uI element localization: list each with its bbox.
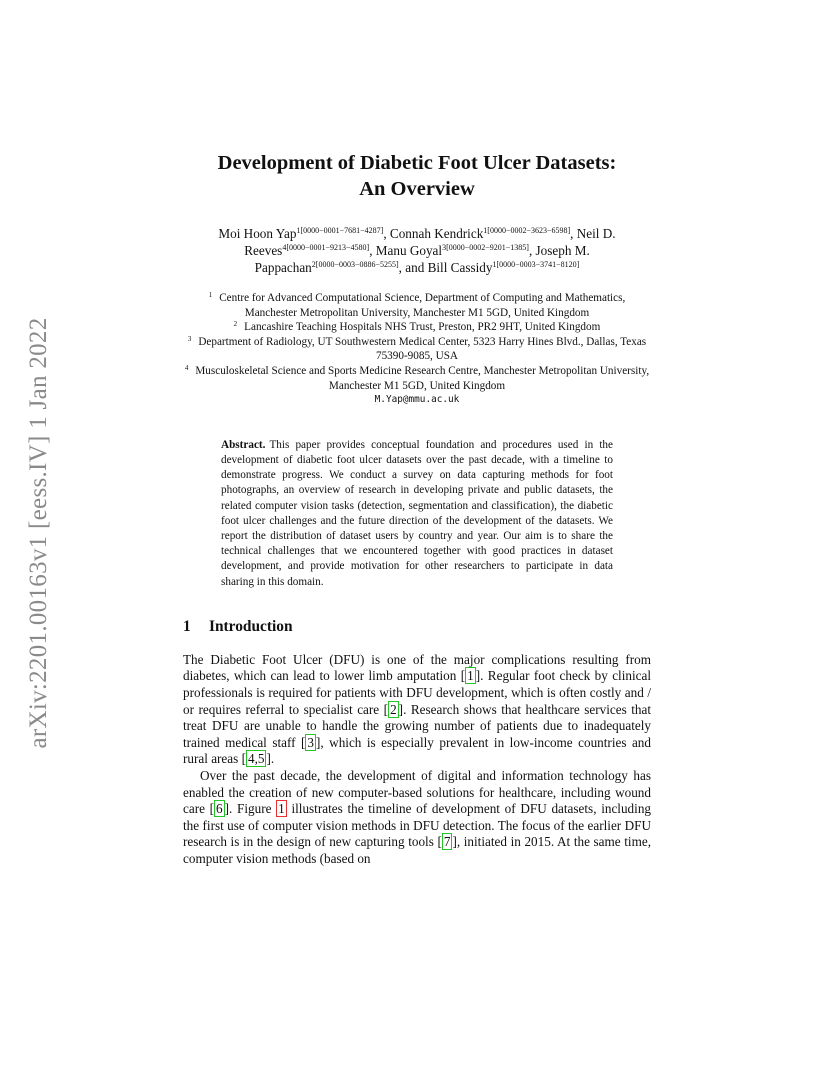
- affiliation-list: [183, 291, 651, 393]
- arxiv-sidebar: [14, 295, 64, 770]
- affiliation: [183, 364, 651, 393]
- author-name: Joseph M. Pappachan: [254, 243, 590, 275]
- paper-title-line-1: Development of Diabetic Foot Ulcer Datasets:: [217, 152, 617, 174]
- paper-title: [183, 150, 651, 202]
- affiliation-number: 3: [187, 334, 192, 343]
- author-name: Bill Cassidy: [427, 260, 493, 275]
- section-heading: [183, 618, 651, 636]
- citation-link[interactable]: 1: [467, 668, 474, 684]
- author-name: Neil D. Reeves: [244, 226, 616, 258]
- citation-link[interactable]: 3: [307, 734, 314, 750]
- author-orcid: 1[0000−0002−3623−6598]: [483, 226, 571, 235]
- section-number: 1: [183, 617, 191, 635]
- affiliation-text: Lancashire Teaching Hospitals NHS Trust, Preston, PR2 9HT, United Kingdom: [244, 321, 601, 334]
- affiliations: [183, 291, 651, 408]
- author-orcid: 4[0000−0001−9213−4580]: [282, 243, 370, 252]
- author-orcid: 2[0000−0003−0886−5255]: [311, 260, 399, 269]
- abstract-label: Abstract.: [221, 438, 266, 451]
- affiliation-text: Musculoskeletal Science and Sports Medicine Research Centre, Manchester Metropolitan University, Manchester M1 5GD, United Kingdom: [195, 364, 650, 392]
- affiliation-number: 4: [184, 363, 189, 372]
- affiliation: [183, 320, 651, 335]
- author-orcid: 1[0000−0001−7681−4287]: [296, 226, 384, 235]
- author-name: Connah Kendrick: [389, 226, 484, 241]
- paper-title-line-2: An Overview: [359, 178, 475, 200]
- author-orcid: 3[0000−0002−9201−1385]: [442, 243, 529, 252]
- figure-reference-link[interactable]: 1: [278, 801, 285, 817]
- paper-page: [183, 150, 651, 868]
- citation-link[interactable]: 2: [390, 701, 397, 717]
- abstract: [221, 438, 613, 590]
- affiliation-text: Centre for Advanced Computational Science, Department of Computing and Mathematics, Manchester Metropolitan University, Manchester M1 5GD, United Kingdom: [219, 292, 626, 319]
- affiliation-text: Department of Radiology, UT Southwestern Medical Center, 5323 Harry Hines Blvd., Dallas, Texas 75390-9085, USA: [198, 335, 647, 363]
- affiliation: [183, 291, 651, 320]
- affiliation: [183, 335, 651, 364]
- paragraph: The Diabetic Foot Ulcer (DFU) is one of the major complications resulting from diabetes, which can lead to lower limb amputation [ 1 ]. Regular foot check by clinical professionals is required for patients with DFU development, which is often costly and / or requires referral to specialist care [ 2 ]. Research shows that healthcare services that treat DFU are unable to handle the growing number of patients due to inadequately trained medical staff [ 3 ], which is especially prevalent in low-income countries and rural areas [ 4,5 ].: [183, 651, 652, 767]
- paragraph: Over the past decade, the development of digital and information technology has enabled the creation of new computer-based solutions for healthcare, including wound care [ 6 ]. Figure 1 illustrates the timeline of development of DFU datasets, including the first use of computer vision methods in DFU detection. The focus of the earlier DFU research is in the design of new capturing tools [ 7 ], initiated in 2015. At the same time, computer vision methods (based on: [183, 767, 652, 866]
- author-orcid: 1[0000−0003−3741−8120]: [492, 260, 580, 269]
- contact-email[interactable]: M.Yap@mmu.ac.uk: [374, 394, 460, 406]
- citation-link[interactable]: 4,5: [247, 751, 265, 767]
- section-title: Introduction: [209, 617, 293, 635]
- author-name: Moi Hoon Yap: [218, 226, 297, 241]
- citation-link[interactable]: 6: [216, 801, 223, 817]
- abstract-text: This paper provides conceptual foundation and procedures used in the development of diabetic foot ulcer datasets over the past decade, with a timeline to demonstrate progress. We conduct a survey on data capturing methods for foot photographs, an overview of research in developing private and public datasets, the related computer vision tasks (detection, segmentation and classification), the diabetic foot ulcer challenges and the future direction of the development of the datasets. We report the distribution of dataset users by country and year. Our aim is to share the technical challenges that we encountered together with good practices in dataset development, and provide motivation for other researchers to participate in data sharing in this domain.: [221, 438, 613, 588]
- affiliation-number: 1: [208, 291, 213, 299]
- arxiv-identifier: arXiv:2201.00163v1 [eess.IV] 1 Jan 2022: [25, 316, 52, 749]
- author-name: Manu Goyal: [375, 243, 443, 258]
- affiliation-number: 2: [233, 320, 238, 329]
- citation-link[interactable]: 7: [443, 834, 451, 850]
- section-body: [183, 652, 651, 868]
- author-list: Moi Hoon Yap$^{1[0000-0001-7681-4287]}$, Connah Kendrick$^{1[0000-0002-3623-6598]}$, Neil D. Reeves$^{4[0000-0001-9213-4580]}$, Manu Goyal$^{3[0000-0002-9201-1385]}$, Joseph M. Pappachan$^{2[0000-0003-0886-5255]}$, and Bill Cassidy$^{1[0000-0003-3741-8120]}$: [218, 226, 616, 275]
